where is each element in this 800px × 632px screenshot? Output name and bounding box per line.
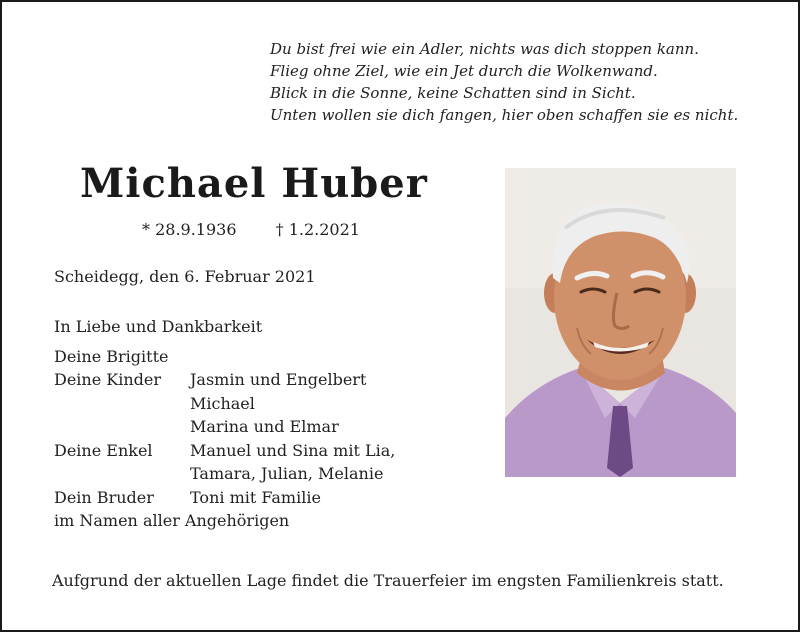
children-entry: Jasmin und Engelbert: [190, 370, 367, 389]
family-spouse: [54, 345, 395, 369]
poem-line: Unten wollen sie dich fangen, hier oben schaffen sie es nicht.: [270, 106, 739, 124]
place-and-date: Scheidegg, den 6. Februar 2021: [54, 267, 316, 286]
family-intro: [54, 315, 395, 339]
poem-line: Flieg ohne Ziel, wie ein Jet durch die Wolkenwand.: [270, 62, 658, 80]
family-grandchildren-row: [54, 462, 395, 486]
children-entry: Michael: [190, 393, 255, 413]
death-date: † 1.2.2021: [275, 220, 360, 239]
brother-entry: Toni mit Familie: [190, 487, 321, 507]
footer-note: Aufgrund der aktuellen Lage findet die Trauerfeier im engsten Familienkreis statt.: [52, 571, 724, 590]
empty-label: [54, 392, 190, 416]
family-intro-text: In Liebe und Dankbarkeit: [54, 317, 263, 336]
family-children-row: [54, 415, 395, 439]
family-brother-row: [54, 486, 395, 510]
children-entry: Marina und Elmar: [190, 417, 339, 436]
poem-line: Du bist frei wie ein Adler, nichts was dich stoppen kann.: [270, 40, 699, 58]
closing-text: im Namen aller Angehörigen: [54, 511, 290, 530]
empty-label: [54, 415, 190, 439]
children-label: Deine Kinder: [54, 370, 162, 389]
family-children-row: [54, 368, 395, 392]
deceased-name: Michael Huber: [80, 160, 428, 207]
poem: [270, 38, 770, 126]
grandchildren-label: Deine Enkel: [54, 440, 153, 460]
family-children-row: [54, 392, 395, 416]
grandchildren-entry: Tamara, Julian, Melanie: [190, 464, 384, 483]
brother-label: Dein Bruder: [54, 487, 154, 507]
family-list: [54, 315, 395, 533]
poem-line: Blick in die Sonne, keine Schatten sind in Sicht.: [270, 84, 636, 102]
empty-label: [54, 462, 190, 486]
grandchildren-entry: Manuel und Sina mit Lia,: [190, 440, 396, 460]
life-dates: [142, 220, 360, 239]
birth-date: * 28.9.1936: [142, 220, 237, 239]
family-grandchildren-row: [54, 439, 395, 463]
portrait-illustration: [505, 168, 736, 477]
portrait-photo: [505, 168, 736, 477]
family-closing: [54, 509, 395, 533]
spouse-text: Deine Brigitte: [54, 346, 169, 366]
